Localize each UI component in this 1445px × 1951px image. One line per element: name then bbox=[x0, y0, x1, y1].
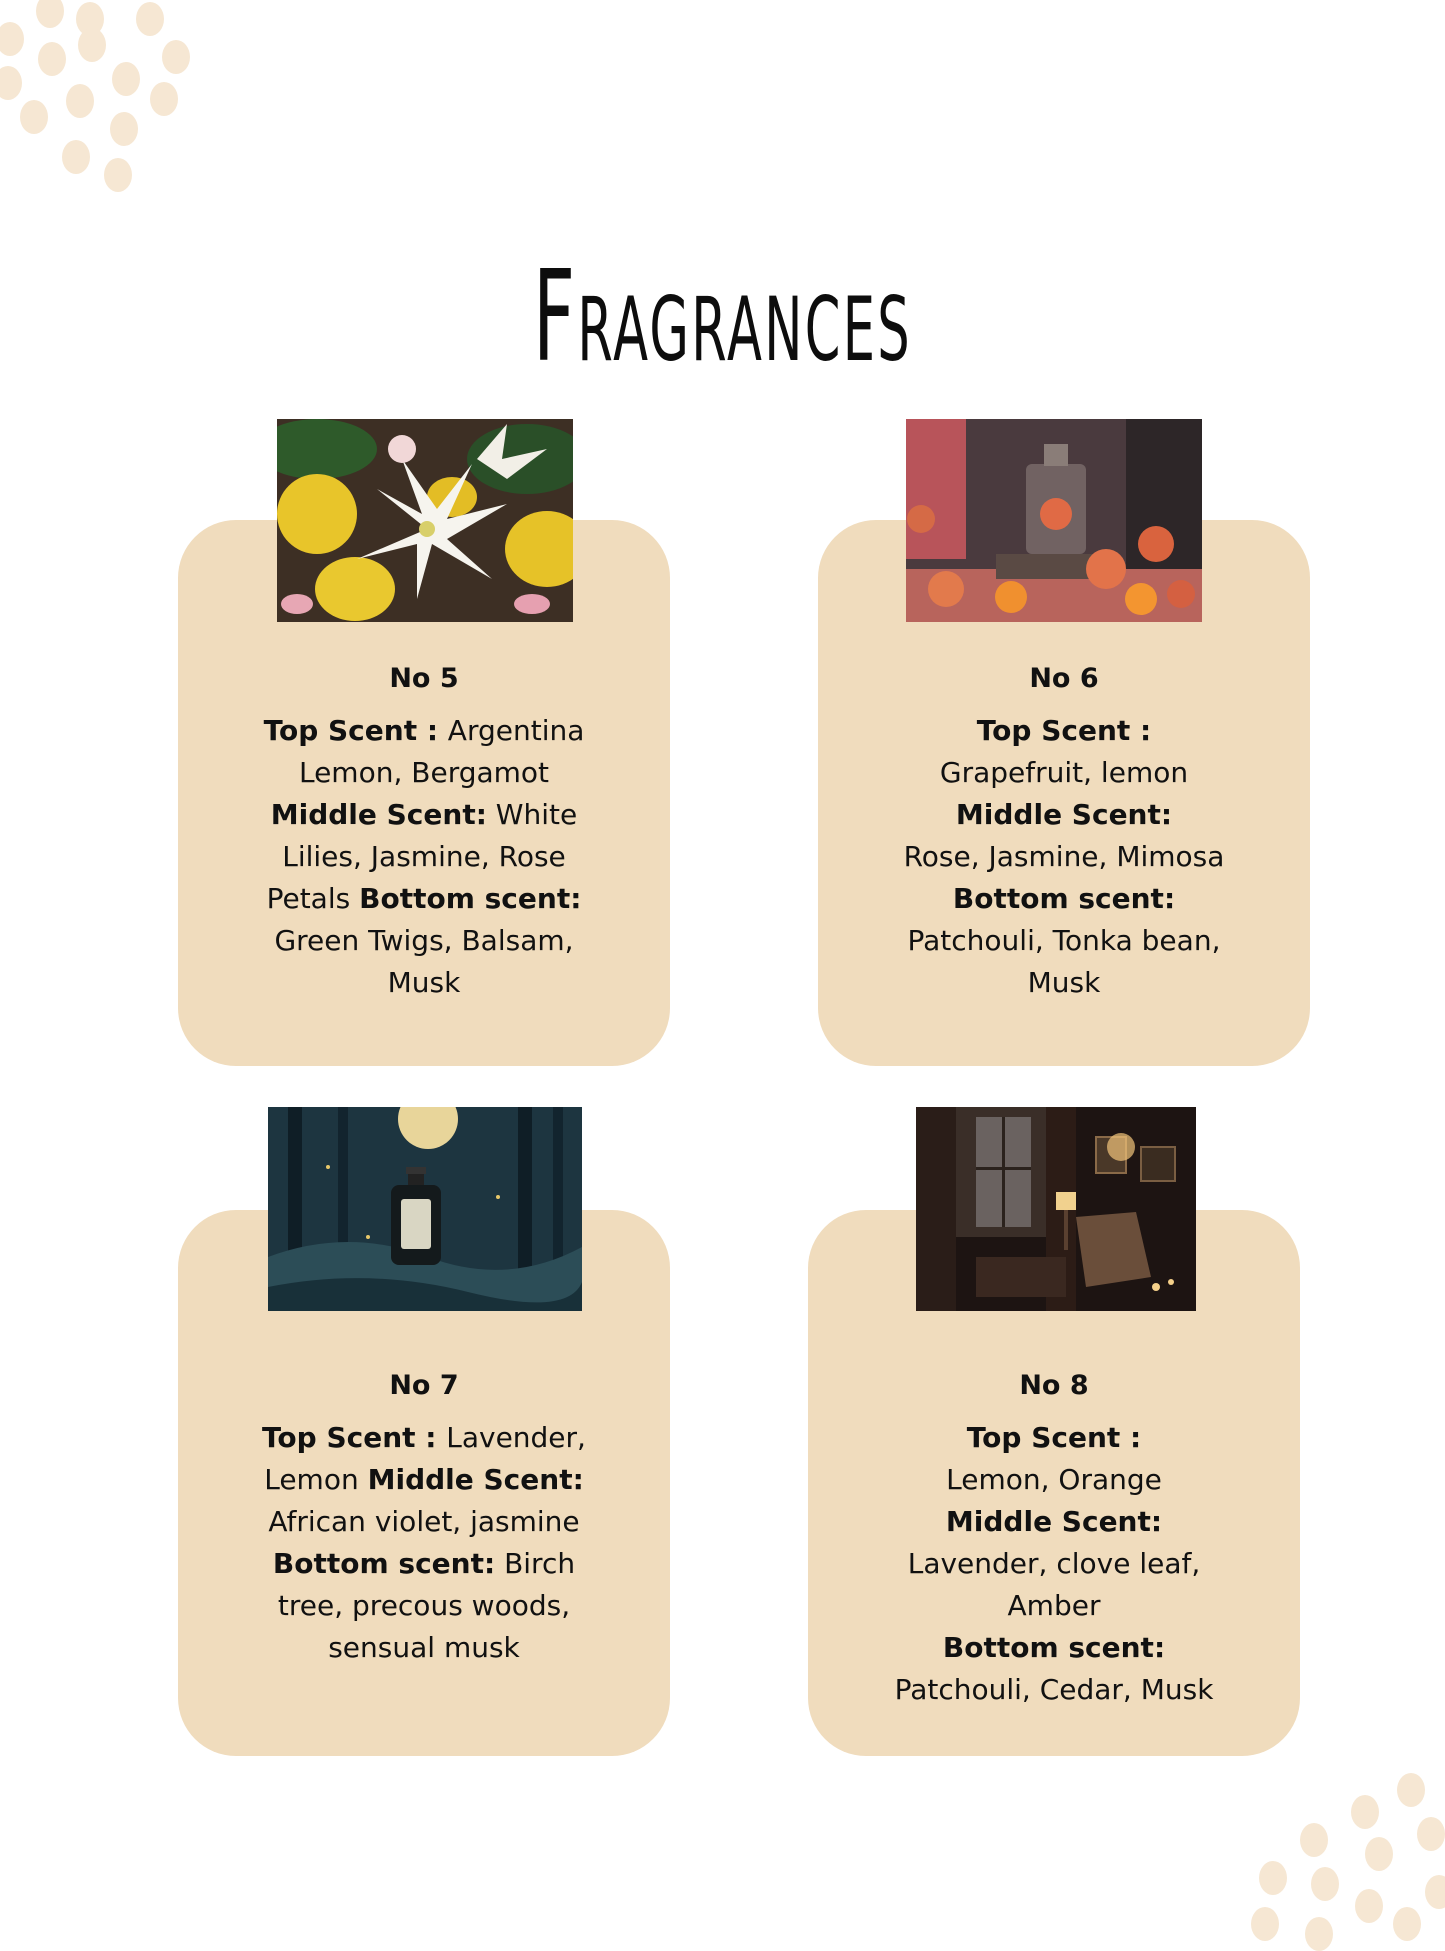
bottom-scent-label: Bottom scent: bbox=[272, 1547, 496, 1580]
bottom-scent-label: Bottom scent: bbox=[952, 882, 1176, 915]
decorative-dots-top bbox=[0, 0, 200, 200]
middle-scent-value: African violet, jasmine bbox=[268, 1505, 580, 1538]
bottom-scent-value: Patchouli, Tonka bean, Musk bbox=[907, 924, 1221, 999]
middle-scent-value: White Lilies, Jasmine, Rose Petals bbox=[266, 798, 578, 915]
fragrance-name: No 6 bbox=[1029, 663, 1099, 694]
bottom-scent-label: Bottom scent: bbox=[942, 1631, 1166, 1664]
bottom-scent-value: Patchouli, Cedar, Musk bbox=[894, 1673, 1214, 1706]
middle-scent-label: Middle Scent: bbox=[945, 1505, 1163, 1538]
forest-bottle-photo bbox=[268, 1107, 582, 1311]
top-scent-value: Lemon, Orange bbox=[946, 1463, 1162, 1496]
top-scent-value: Lavender, Lemon bbox=[264, 1421, 586, 1496]
top-scent-value: Argentina Lemon, Bergamot bbox=[298, 714, 585, 789]
fragrance-name: No 8 bbox=[1019, 1370, 1089, 1401]
top-scent-label: Top Scent : bbox=[263, 714, 448, 747]
lemon-lily-photo bbox=[277, 419, 573, 622]
top-scent-label: Top Scent : bbox=[262, 1421, 447, 1454]
bottom-scent-value: Birch tree, precous woods, sensual musk bbox=[277, 1547, 576, 1664]
top-scent-label: Top Scent : bbox=[966, 1421, 1142, 1454]
middle-scent-value: Rose, Jasmine, Mimosa bbox=[903, 840, 1225, 873]
page-title: Fragrances bbox=[533, 243, 912, 391]
middle-scent-value: Lavender, clove leaf, Amber bbox=[907, 1547, 1201, 1622]
study-room-photo bbox=[916, 1107, 1196, 1311]
bottom-scent-label: Bottom scent: bbox=[359, 882, 582, 915]
top-scent-value: Grapefruit, lemon bbox=[939, 756, 1189, 789]
fragrance-name: No 5 bbox=[389, 663, 459, 694]
middle-scent-label: Middle Scent: bbox=[955, 798, 1173, 831]
middle-scent-label: Middle Scent: bbox=[367, 1463, 584, 1496]
decorative-dots-bottom bbox=[1245, 1757, 1445, 1927]
bottom-scent-value: Green Twigs, Balsam, Musk bbox=[274, 924, 574, 999]
middle-scent-label: Middle Scent: bbox=[270, 798, 487, 831]
fragrance-name: No 7 bbox=[389, 1370, 459, 1401]
rose-bottle-photo bbox=[906, 419, 1202, 622]
top-scent-label: Top Scent : bbox=[976, 714, 1152, 747]
